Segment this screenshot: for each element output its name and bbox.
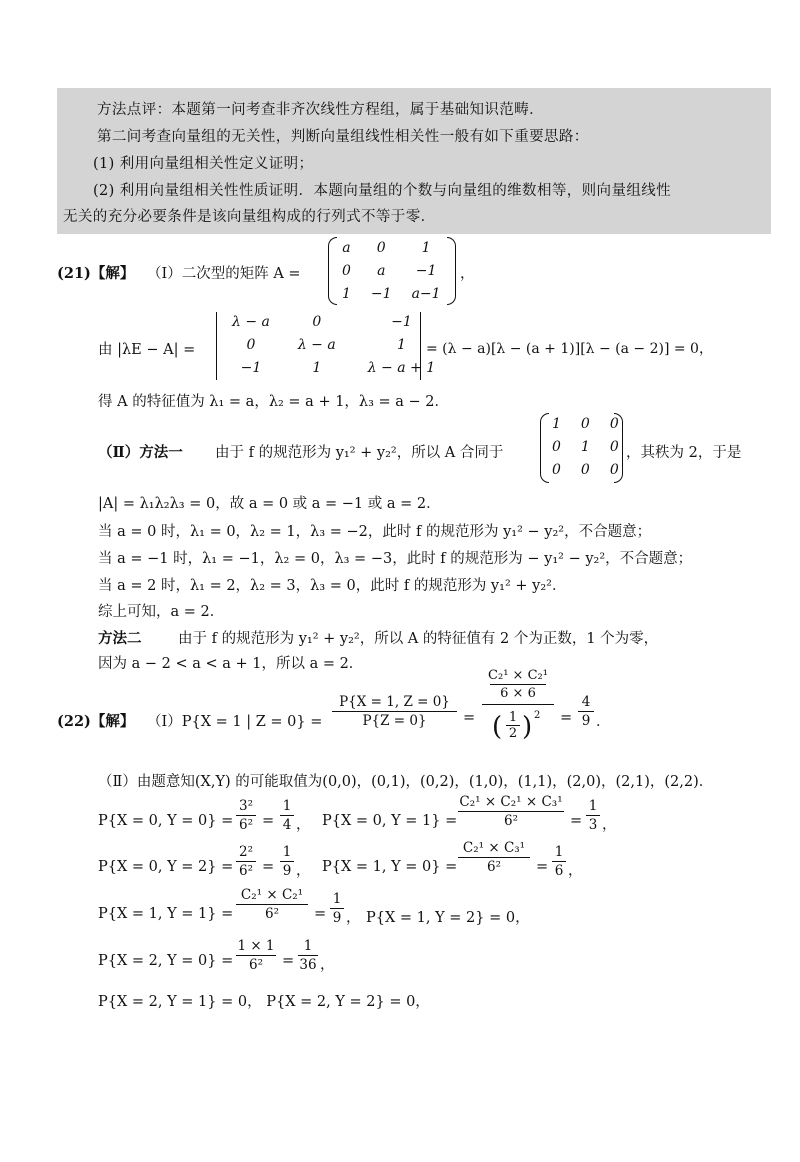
comma: ，	[602, 817, 617, 833]
equals-sign: =	[282, 953, 295, 969]
matrix-cell: 0	[609, 438, 619, 455]
frac-bar	[578, 711, 594, 712]
frac-num: 1	[554, 844, 564, 860]
note-line-1: 方法点评：本题第一问考查非齐次线性方程组，属于基础知识范畴．	[97, 102, 544, 118]
frac-den: 9	[282, 863, 292, 879]
r2a-result	[280, 844, 294, 879]
r1b-fraction	[458, 794, 564, 829]
r3a-result	[330, 891, 344, 926]
r2b-lhs: P{X = 1, Y = 0} =	[322, 859, 458, 875]
frac-num: 1	[282, 798, 292, 814]
q22-label: (22)【解】	[57, 713, 135, 730]
r1b-result	[586, 798, 600, 833]
equals-sign: =	[314, 906, 327, 922]
case1-line: 当 a = 0 时，λ₁ = 0，λ₂ = 1，λ₃ = −2，此时 f 的规范形为 y₁² − y₂²，不合题意；	[98, 524, 652, 540]
matrix-cell: −1	[370, 285, 392, 302]
matrix-cell: 1	[421, 239, 431, 256]
frac-den: 6²	[238, 817, 253, 833]
matrix-cell: 0	[580, 461, 590, 478]
r1a-fraction	[236, 798, 256, 833]
matrix-a-comma: ，	[460, 266, 475, 282]
matrix-cell: 0	[552, 438, 561, 455]
det-right-bar	[420, 312, 421, 380]
method-note-box	[57, 88, 771, 234]
inner-bar	[490, 684, 546, 685]
half-num: 1	[508, 710, 518, 725]
half-left-paren: (	[492, 712, 503, 742]
matrix-cell: 1	[580, 438, 590, 455]
equals-sign: =	[463, 710, 476, 726]
matrix-cell: λ − a + 1	[367, 359, 436, 376]
q22-part1: （Ⅰ）P{X = 1 | Z = 0} =	[147, 714, 323, 730]
matrix-cell: 1	[312, 359, 322, 376]
part2-text: 由于 f 的规范形为 y₁² + y₂²，所以 A 合同于	[215, 445, 504, 461]
main-bar	[482, 704, 554, 705]
frac-num: C₂¹ × C₂¹	[240, 887, 304, 903]
frac-den: 6²	[264, 906, 279, 922]
r4-result	[298, 938, 318, 973]
frac-bar	[458, 811, 564, 812]
note-line-4: (2) 利用向量组相关性性质证明．本题向量组的个数与向量组的维数相等，则向量组线性	[93, 183, 672, 199]
matrix-cell: 0	[312, 313, 322, 330]
frac-num: 1	[588, 798, 598, 814]
frac-bar	[236, 861, 256, 862]
r3a-fraction	[236, 887, 308, 922]
frac-bar	[236, 904, 308, 905]
frac-den: 3	[588, 817, 598, 833]
c-den: 6 × 6	[500, 686, 536, 701]
matrix-cell: 0	[246, 336, 256, 353]
det-left-bar	[216, 312, 217, 380]
frac-num: 1 × 1	[237, 938, 275, 954]
part2-label: （Ⅱ）方法一	[98, 444, 183, 461]
r2b-fraction	[458, 840, 530, 875]
frac-den: 6²	[486, 859, 501, 875]
r5: P{X = 2, Y = 1} = 0， P{X = 2, Y = 2} = 0，	[98, 994, 430, 1010]
matrix-cell: a	[377, 262, 386, 279]
comma: ，	[296, 863, 311, 879]
r1a-result	[280, 798, 294, 833]
r2b-result	[552, 844, 566, 879]
p1-fraction	[332, 694, 457, 729]
r2a-fraction	[236, 844, 256, 879]
equals-sign: =	[570, 813, 583, 829]
r4-fraction	[236, 938, 276, 973]
frac-den: 9	[581, 713, 591, 729]
r3a-lhs: P{X = 1, Y = 1} =	[98, 906, 234, 922]
det-result: = (λ − a)[λ − (a + 1)][λ − (a − 2)] = 0，	[426, 341, 713, 357]
r4-lhs: P{X = 2, Y = 0} =	[98, 953, 234, 969]
frac-bar	[552, 861, 566, 862]
frac-den: 6²	[238, 863, 253, 879]
frac-den: P{Z = 0}	[362, 713, 427, 729]
frac-num: 3²	[238, 798, 253, 814]
frac-bar	[330, 908, 344, 909]
matrix-cell: λ − a	[297, 336, 336, 353]
det-matrix	[222, 310, 449, 379]
case2-line: 当 a = −1 时，λ₁ = −1，λ₂ = 0，λ₃ = −3，此时 f 的规范形为 − y₁² − y₂²，不合题意；	[98, 551, 693, 567]
matrix-cell: 0	[609, 415, 619, 432]
matrix-cell: 1	[342, 285, 351, 302]
matrix-cell: 1	[552, 415, 561, 432]
half-square: 2	[534, 710, 541, 721]
equals-sign: =	[536, 859, 549, 875]
method2-line2: 因为 a − 2 < a < a + 1，所以 a = 2．	[98, 656, 364, 672]
frac-bar	[280, 861, 294, 862]
matrix-cell: 1	[396, 336, 406, 353]
compound-fraction	[482, 668, 554, 750]
method2-text: 由于 f 的规范形为 y₁² + y₂²，所以 A 的特征值有 2 个为正数，1 个为零，	[178, 631, 659, 647]
q21-part1-intro: （Ⅰ）二次型的矩阵 A =	[147, 266, 301, 282]
comma: ，	[568, 863, 583, 879]
frac-bar	[458, 857, 530, 858]
comma: ，	[320, 957, 335, 973]
matrix-cell: 0	[609, 461, 619, 478]
matrix-cell: 0	[580, 415, 590, 432]
frac-den: 6	[554, 863, 564, 879]
half-frac	[506, 710, 520, 741]
r1a-lhs: P{X = 0, Y = 0} =	[98, 813, 234, 829]
frac-bar	[332, 711, 457, 712]
frac-bar	[236, 815, 256, 816]
frac-num: 1	[332, 891, 342, 907]
frac-num: C₂¹ × C₂¹ × C₃¹	[459, 794, 563, 810]
matrix-cell: a	[342, 239, 351, 256]
matrix-cell: 0	[342, 262, 351, 279]
matrix-a-right-paren	[447, 237, 456, 305]
q22-part2: （Ⅱ）由题意知(X,Y) 的可能取值为(0,0)，(0,1)，(0,2)，(1,0)，(1,1)，(2,0)，(2,1)，(2,2)．	[98, 774, 714, 790]
note-line-2: 第二问考查向量组的无关性，判断向量组线性相关性一般有如下重要思路：	[97, 129, 589, 145]
det-zero-line: |A| = λ₁λ₂λ₃ = 0，故 a = 0 或 a = −1 或 a = 2．	[98, 496, 441, 512]
matrix-cell: 0	[376, 239, 386, 256]
matrix-a	[332, 236, 451, 305]
eigen-line: 得 A 的特征值为 λ₁ = a，λ₂ = a + 1，λ₃ = a − 2．	[98, 394, 450, 410]
result-fraction	[578, 694, 594, 729]
case3-line: 当 a = 2 时，λ₁ = 2，λ₂ = 3，λ₃ = 0，此时 f 的规范形为 y₁² + y₂²．	[98, 578, 567, 594]
q21-label: (21)【解】	[57, 265, 135, 282]
frac-bar	[586, 815, 600, 816]
equals-sign: =	[262, 859, 275, 875]
frac-num: C₂¹ × C₃¹	[462, 840, 526, 856]
half-den: 2	[508, 726, 518, 741]
part2-after: ，其秩为 2，于是	[626, 445, 742, 461]
frac-num: 1	[303, 938, 313, 954]
note-line-3: (1) 利用向量组相关性定义证明；	[93, 156, 314, 172]
r1b-lhs: P{X = 0, Y = 1} =	[322, 813, 458, 829]
det-prefix: 由 |λE − A| =	[98, 342, 196, 358]
frac-den: 36	[299, 957, 317, 973]
frac-num: 2²	[238, 844, 253, 860]
matrix-cell: −1	[391, 313, 412, 330]
matrix-cell: λ − a	[232, 313, 270, 330]
frac-den: 6²	[503, 813, 518, 829]
half-right-paren: )	[522, 712, 533, 742]
matrix-cell: a−1	[411, 285, 441, 302]
note-line-5: 无关的充分必要条件是该向量组构成的行列式不等于零．	[63, 209, 436, 225]
equals-sign: =	[262, 813, 275, 829]
frac-num: P{X = 1, Z = 0}	[339, 694, 450, 710]
matrix-cell: −1	[240, 359, 262, 376]
frac-den: 9	[332, 910, 342, 926]
frac-bar	[280, 815, 294, 816]
comma: ，	[296, 817, 311, 833]
matrix-d-right-paren	[614, 413, 623, 483]
r2a-lhs: P{X = 0, Y = 2} =	[98, 859, 234, 875]
frac-den: 6²	[248, 957, 263, 973]
frac-num: 1	[282, 844, 292, 860]
comma: ，	[346, 910, 361, 926]
frac-bar	[298, 955, 318, 956]
conclusion-line: 综上可知，a = 2．	[98, 604, 225, 620]
half-squared	[482, 708, 554, 750]
period: ．	[596, 714, 611, 730]
matrix-cell: 0	[552, 461, 561, 478]
c-num: C₂¹ × C₂¹	[488, 668, 548, 683]
frac-num: 4	[581, 694, 591, 710]
frac-bar	[236, 955, 276, 956]
matrix-cell: −1	[415, 262, 437, 279]
method2-label: 方法二	[98, 630, 142, 647]
r3b: P{X = 1, Y = 2} = 0，	[366, 910, 530, 926]
frac-den: 4	[282, 817, 292, 833]
equals-sign-2: =	[560, 710, 573, 726]
